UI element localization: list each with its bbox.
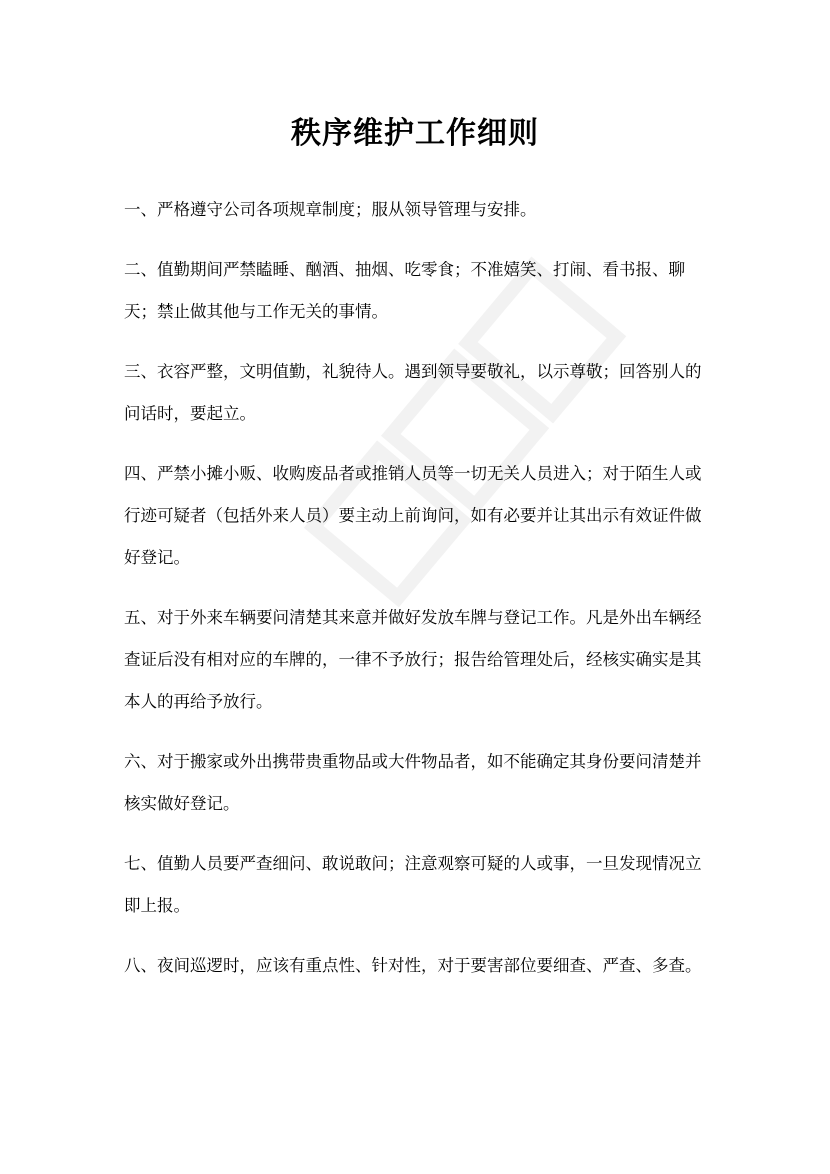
rule-paragraph-4: 四、严禁小摊小贩、收购废品者或推销人员等一切无关人员进入；对于陌生人或行迹可疑者（包括外来人员）要主动上前询问，如有必要并让其出示有效证件做好登记。 [124,464,702,567]
rule-paragraph-3: 三、衣容严整，文明值勤，礼貌待人。遇到领导要敬礼，以示尊敬；回答别人的问话时，要起立。 [124,362,702,423]
rule-paragraph-2: 二、值勤期间严禁瞌睡、酗酒、抽烟、吃零食；不准嬉笑、打闹、看书报、聊天；禁止做其他与工作无关的事情。 [124,260,685,321]
rule-paragraph-6: 六、对于搬家或外出携带贵重物品或大件物品者，如不能确定其身份要问清楚并核实做好登记。 [124,752,702,813]
rule-paragraph-5: 五、对于外来车辆要问清楚其来意并做好发放车牌与登记工作。凡是外出车辆经查证后没有相对应的车牌的，一律不予放行；报告给管理处后，经核实确实是其本人的再给予放行。 [124,608,702,711]
rules-body [124,189,714,1005]
rule-paragraph-1: 一、严格遵守公司各项规章制度；服从领导管理与安排。 [124,200,537,219]
page-title: 秩序维护工作细则 [291,116,539,151]
rule-paragraph-8: 八、夜间巡逻时，应该有重点性、针对性，对于要害部位要细查、严查、多查。 [124,956,702,975]
rule-paragraph-7: 七、值勤人员要严查细问、敢说敢问；注意观察可疑的人或事，一旦发现情况立即上报。 [124,854,702,915]
